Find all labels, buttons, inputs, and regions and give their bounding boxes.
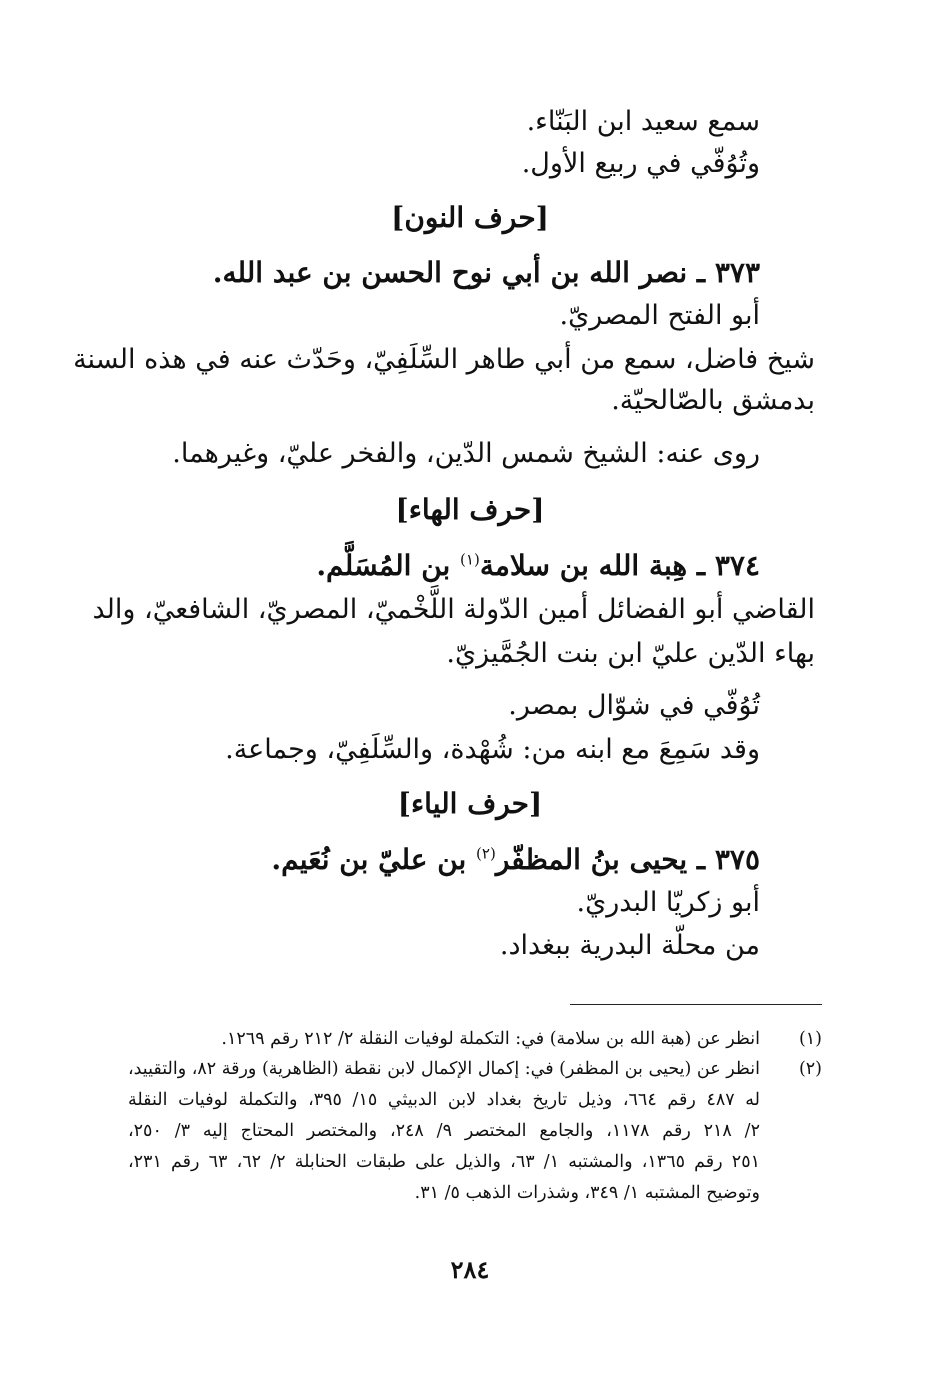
entry-374-name-end: بن المُسَلَّم. bbox=[316, 549, 461, 582]
text-line: القاضي أبو الفضائل أمين الدّولة اللَّخْميّ، المصريّ، الشافعيّ، والد bbox=[92, 594, 815, 625]
text-line: أبو زكريّا البدريّ. bbox=[576, 887, 760, 918]
footnote-text-2-line: ٢٥١ رقم ١٣٦٥، والمشتبه ١/ ٦٣، والذيل على طبقات الحنابلة ٢/ ٦٢، ٦٣ رقم ٢٣١، bbox=[128, 1152, 760, 1172]
text-line: أبو الفتح المصريّ. bbox=[559, 300, 760, 331]
page-number: ٢٨٤ bbox=[450, 1255, 490, 1284]
entry-375-name: ٣٧٥ ـ يحيى بنُ المظفّر bbox=[495, 843, 760, 876]
footnote-text-2-line: وتوضيح المشتبه ١/ ٣٤٩، وشذرات الذهب ٥/ ٣١. bbox=[414, 1183, 760, 1203]
text-line: وتُوُفّي في ربيع الأول. bbox=[521, 148, 760, 179]
text-line: شيخ فاضل، سمع من أبي طاهر السِّلَفِيّ، وحَدّث عنه في هذه السنة bbox=[73, 344, 815, 375]
text-line: سمع سعيد ابن البَنّاء. bbox=[526, 106, 760, 137]
footnote-divider bbox=[570, 1004, 822, 1005]
section-heading-ya: [حرف الياء] bbox=[397, 787, 543, 820]
footnote-text-2-line: انظر عن (يحيى بن المظفر) في: إكمال الإكمال لابن نقطة (الظاهرية) ورقة ٨٢، والتقييد، bbox=[127, 1059, 760, 1079]
entry-374-name: ٣٧٤ ـ هِبة الله بن سلامة bbox=[479, 549, 760, 582]
text-line: وقد سَمِعَ مع ابنه من: شُهْدة، والسِّلَفِيّ، وجماعة. bbox=[225, 734, 760, 765]
footnote-text-1: انظر عن (هبة الله بن سلامة) في: التكملة لوفيات النقلة ٢/ ٢١٢ رقم ١٢٦٩. bbox=[221, 1029, 760, 1049]
footnote-text-2-line: له ٤٨٧ رقم ٦٦٤، وذيل تاريخ بغداد لابن الدبيثي ١٥/ ٣٩٥، والتكملة لوفيات النقلة bbox=[128, 1090, 760, 1110]
footnote-ref-2[interactable]: (٢) bbox=[476, 844, 496, 863]
entry-375-title bbox=[271, 840, 760, 880]
text-line: بهاء الدّين عليّ ابن بنت الجُمَّيزيّ. bbox=[446, 638, 815, 669]
footnote-text-2-line: ٢/ ٢١٨ رقم ١١٧٨، والجامع المختصر ٩/ ٢٤٨، والمختصر المحتاج إليه ٣/ ٢٥٠، bbox=[128, 1121, 760, 1141]
entry-374-title bbox=[316, 546, 760, 586]
text-line: تُوُفّي في شوّال بمصر. bbox=[508, 690, 760, 721]
section-heading-nun: [حرف النون] bbox=[391, 201, 549, 234]
text-line: بدمشق بالصّالحيّة. bbox=[611, 385, 815, 416]
footnote-number-1: (١) bbox=[798, 1029, 822, 1049]
entry-373-title: ٣٧٣ ـ نصر الله بن أبي نوح الحسن بن عبد الله. bbox=[212, 256, 760, 289]
entry-375-name-end: بن عليّ بن نُعَيم. bbox=[271, 843, 477, 876]
text-line: من محلّة البدرية ببغداد. bbox=[499, 930, 760, 961]
footnote-ref-1[interactable]: (١) bbox=[460, 550, 480, 569]
section-heading-ha: [حرف الهاء] bbox=[395, 493, 545, 526]
footnote-number-2: (٢) bbox=[798, 1059, 822, 1079]
text-line: روى عنه: الشيخ شمس الدّين، والفخر عليّ، وغيرهما. bbox=[172, 438, 760, 469]
